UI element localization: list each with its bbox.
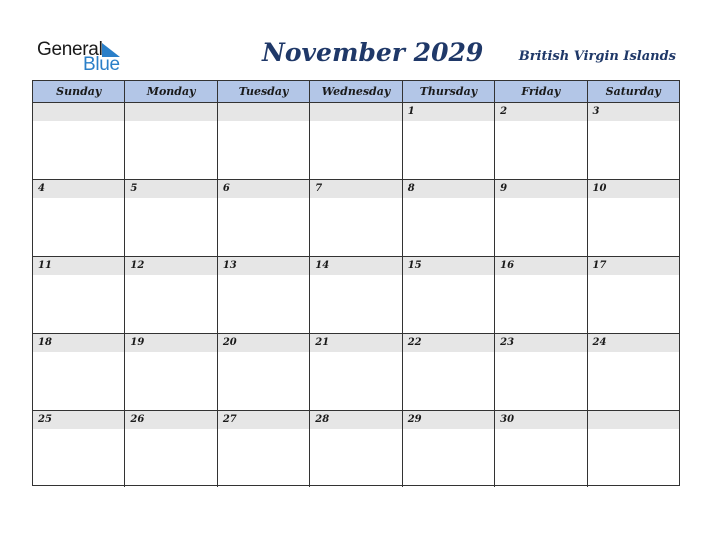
- calendar-week-row: [33, 334, 679, 411]
- day-number: 15: [403, 257, 494, 275]
- calendar-day-cell: [309, 103, 401, 179]
- page-title: November 2029: [262, 38, 484, 67]
- calendar-day-cell: [217, 257, 309, 333]
- day-number: 26: [125, 411, 216, 429]
- weekday-tuesday: Tuesday: [217, 81, 309, 102]
- calendar-day-cell: [587, 103, 679, 179]
- weekday-thursday: Thursday: [402, 81, 494, 102]
- day-number: 7: [310, 180, 401, 198]
- calendar-day-cell: [494, 180, 586, 256]
- calendar-day-cell: [33, 180, 124, 256]
- weekday-monday: Monday: [124, 81, 216, 102]
- calendar-day-cell: [402, 103, 494, 179]
- calendar-day-cell: [494, 334, 586, 410]
- day-number: 4: [33, 180, 124, 198]
- day-number: 8: [403, 180, 494, 198]
- calendar-day-cell: [33, 334, 124, 410]
- calendar-day-cell: [124, 334, 216, 410]
- day-number: [33, 103, 124, 121]
- day-number: [218, 103, 309, 121]
- calendar-day-cell: [402, 334, 494, 410]
- day-number: 28: [310, 411, 401, 429]
- day-number: 24: [588, 334, 679, 352]
- calendar-day-cell: [494, 103, 586, 179]
- day-number: 23: [495, 334, 586, 352]
- calendar-day-cell: [494, 411, 586, 487]
- day-number: [125, 103, 216, 121]
- logo-word-blue: Blue: [83, 54, 120, 75]
- day-number: 22: [403, 334, 494, 352]
- day-number: 27: [218, 411, 309, 429]
- day-number: 3: [588, 103, 679, 121]
- day-number: 20: [218, 334, 309, 352]
- calendar-day-cell: [217, 334, 309, 410]
- calendar-day-cell: [217, 103, 309, 179]
- generalblue-logo: [37, 39, 137, 75]
- calendar-day-cell: [402, 411, 494, 487]
- calendar-day-cell: [309, 257, 401, 333]
- day-number: 9: [495, 180, 586, 198]
- day-number: 18: [33, 334, 124, 352]
- weeks-container: [33, 103, 679, 487]
- day-number: 14: [310, 257, 401, 275]
- calendar-week-row: [33, 103, 679, 180]
- calendar-day-cell: [402, 257, 494, 333]
- country-label: British Virgin Islands: [518, 49, 676, 64]
- day-number: 13: [218, 257, 309, 275]
- calendar-day-cell: [124, 411, 216, 487]
- calendar-day-cell: [33, 103, 124, 179]
- calendar-day-cell: [309, 334, 401, 410]
- day-number: [310, 103, 401, 121]
- calendar-day-cell: [124, 180, 216, 256]
- day-number: [588, 411, 679, 429]
- calendar-day-cell: [587, 334, 679, 410]
- day-number: 5: [125, 180, 216, 198]
- calendar-day-cell: [124, 103, 216, 179]
- weekday-friday: Friday: [494, 81, 586, 102]
- calendar-day-cell: [217, 180, 309, 256]
- calendar-day-cell: [402, 180, 494, 256]
- calendar-day-cell: [33, 411, 124, 487]
- calendar-day-cell: [33, 257, 124, 333]
- calendar-day-cell: [587, 180, 679, 256]
- day-number: 19: [125, 334, 216, 352]
- day-number: 11: [33, 257, 124, 275]
- logo-word-general: General: [37, 39, 103, 60]
- calendar-week-row: [33, 257, 679, 334]
- calendar-week-row: [33, 180, 679, 257]
- day-number: 12: [125, 257, 216, 275]
- day-number: 25: [33, 411, 124, 429]
- weekday-header-row: [33, 81, 679, 103]
- day-number: 21: [310, 334, 401, 352]
- calendar-day-cell: [309, 411, 401, 487]
- day-number: 6: [218, 180, 309, 198]
- day-number: 17: [588, 257, 679, 275]
- day-number: 16: [495, 257, 586, 275]
- calendar-grid: [32, 80, 680, 486]
- weekday-wednesday: Wednesday: [309, 81, 401, 102]
- calendar-day-cell: [124, 257, 216, 333]
- weekday-saturday: Saturday: [587, 81, 679, 102]
- calendar-day-cell: [587, 411, 679, 487]
- calendar-day-cell: [587, 257, 679, 333]
- day-number: 10: [588, 180, 679, 198]
- day-number: 1: [403, 103, 494, 121]
- day-number: 30: [495, 411, 586, 429]
- day-number: 2: [495, 103, 586, 121]
- weekday-sunday: Sunday: [56, 85, 102, 98]
- calendar-week-row: [33, 411, 679, 487]
- calendar-day-cell: [217, 411, 309, 487]
- calendar-day-cell: [494, 257, 586, 333]
- day-number: 29: [403, 411, 494, 429]
- calendar-day-cell: [309, 180, 401, 256]
